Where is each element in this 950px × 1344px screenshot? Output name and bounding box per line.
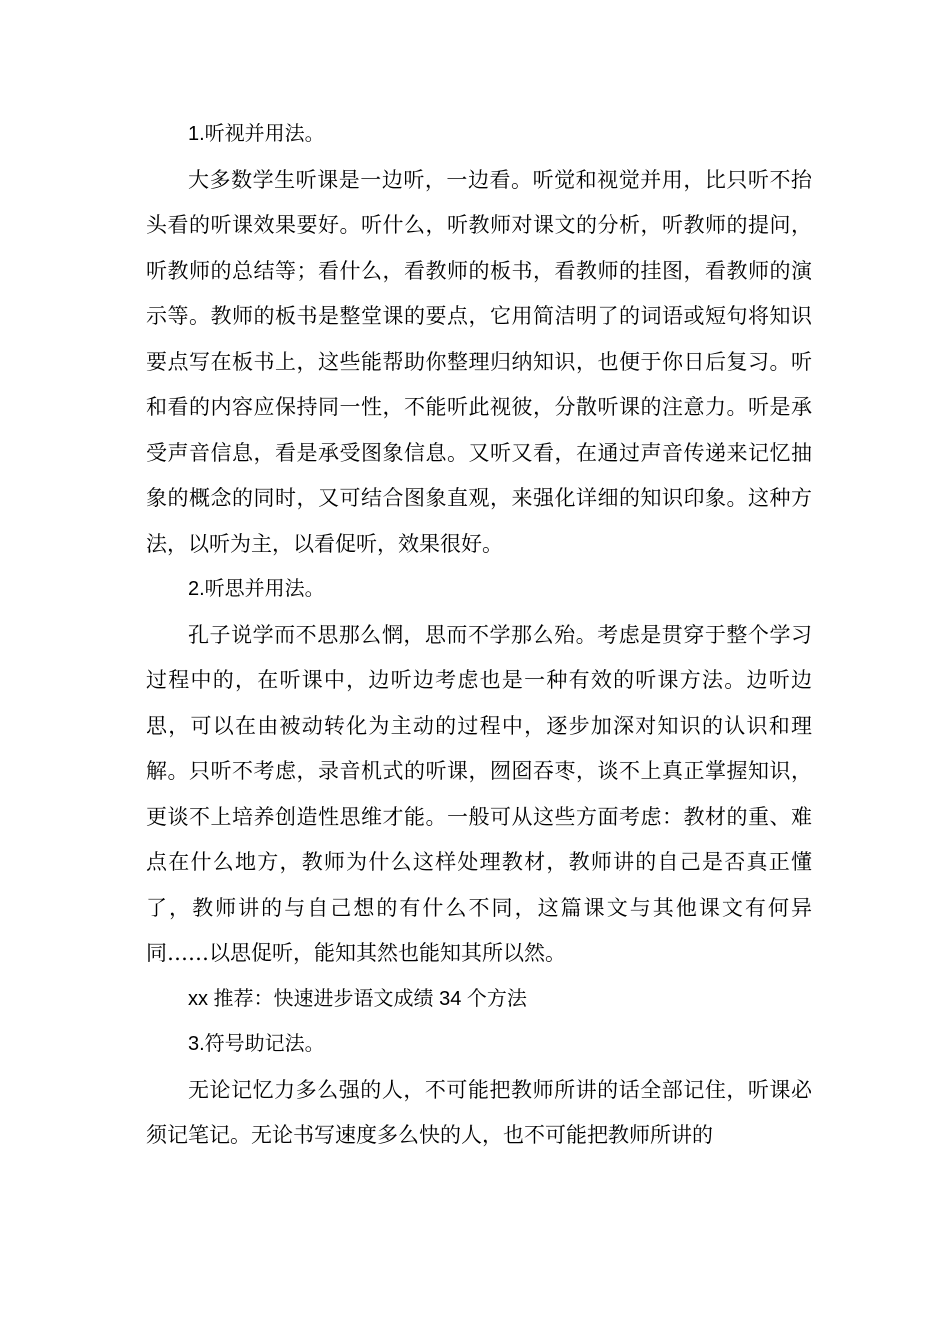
document-body: [146, 112, 812, 1159]
recommendation-line: xx 推荐：快速进步语文成绩 34 个方法: [188, 987, 527, 1010]
paragraph-3: 无论记忆力多么强的人，不可能把教师所讲的话全部记住，听课必须记笔记。无论书写速度多么快的人，也不可能把教师所讲的: [146, 1077, 812, 1147]
paragraph-1: 大多数学生听课是一边听，一边看。听觉和视觉并用，比只听不抬头看的听课效果要好。听什么，听教师对课文的分析，听教师的提问，听教师的总结等；看什么，看教师的板书，看教师的挂图，看教师的演示等。教师的板书是整堂课的要点，它用简洁明了的词语或短句将知识要点写在板书上，这些能帮助你整理归纳知识，也便于你日后复习。听和看的内容应保持同一性，不能听此视彼，分散听课的注意力。听是承受声音信息，看是承受图象信息。又听又看，在通过声音传递来记忆抽象的概念的同时，又可结合图象直观，来强化详细的知识印象。这种方法，以听为主，以看促听，效果很好。: [146, 167, 812, 556]
section-heading-1: 1.听视并用法。: [188, 123, 325, 145]
paragraph-2: 孔子说学而不思那么惘，思而不学那么殆。考虑是贯穿于整个学习过程中的，在听课中，边听边考虑也是一种有效的听课方法。边听边思，可以在由被动转化为主动的过程中，逐步加深对知识的认识和理解。只听不考虑，录音机式的听课，囫囵吞枣，谈不上真正掌握知识，更谈不上培养创造性思维才能。一般可从这些方面考虑：教材的重、难点在什么地方，教师为什么这样处理教材，教师讲的自己是否真正懂了，教师讲的与自己想的有什么不同，这篇课文与其他课文有何异同……以思促听，能知其然也能知其所以然。: [146, 622, 812, 965]
section-heading-3: 3.符号助记法。: [188, 1033, 325, 1055]
section-heading-2: 2.听思并用法。: [188, 578, 325, 600]
